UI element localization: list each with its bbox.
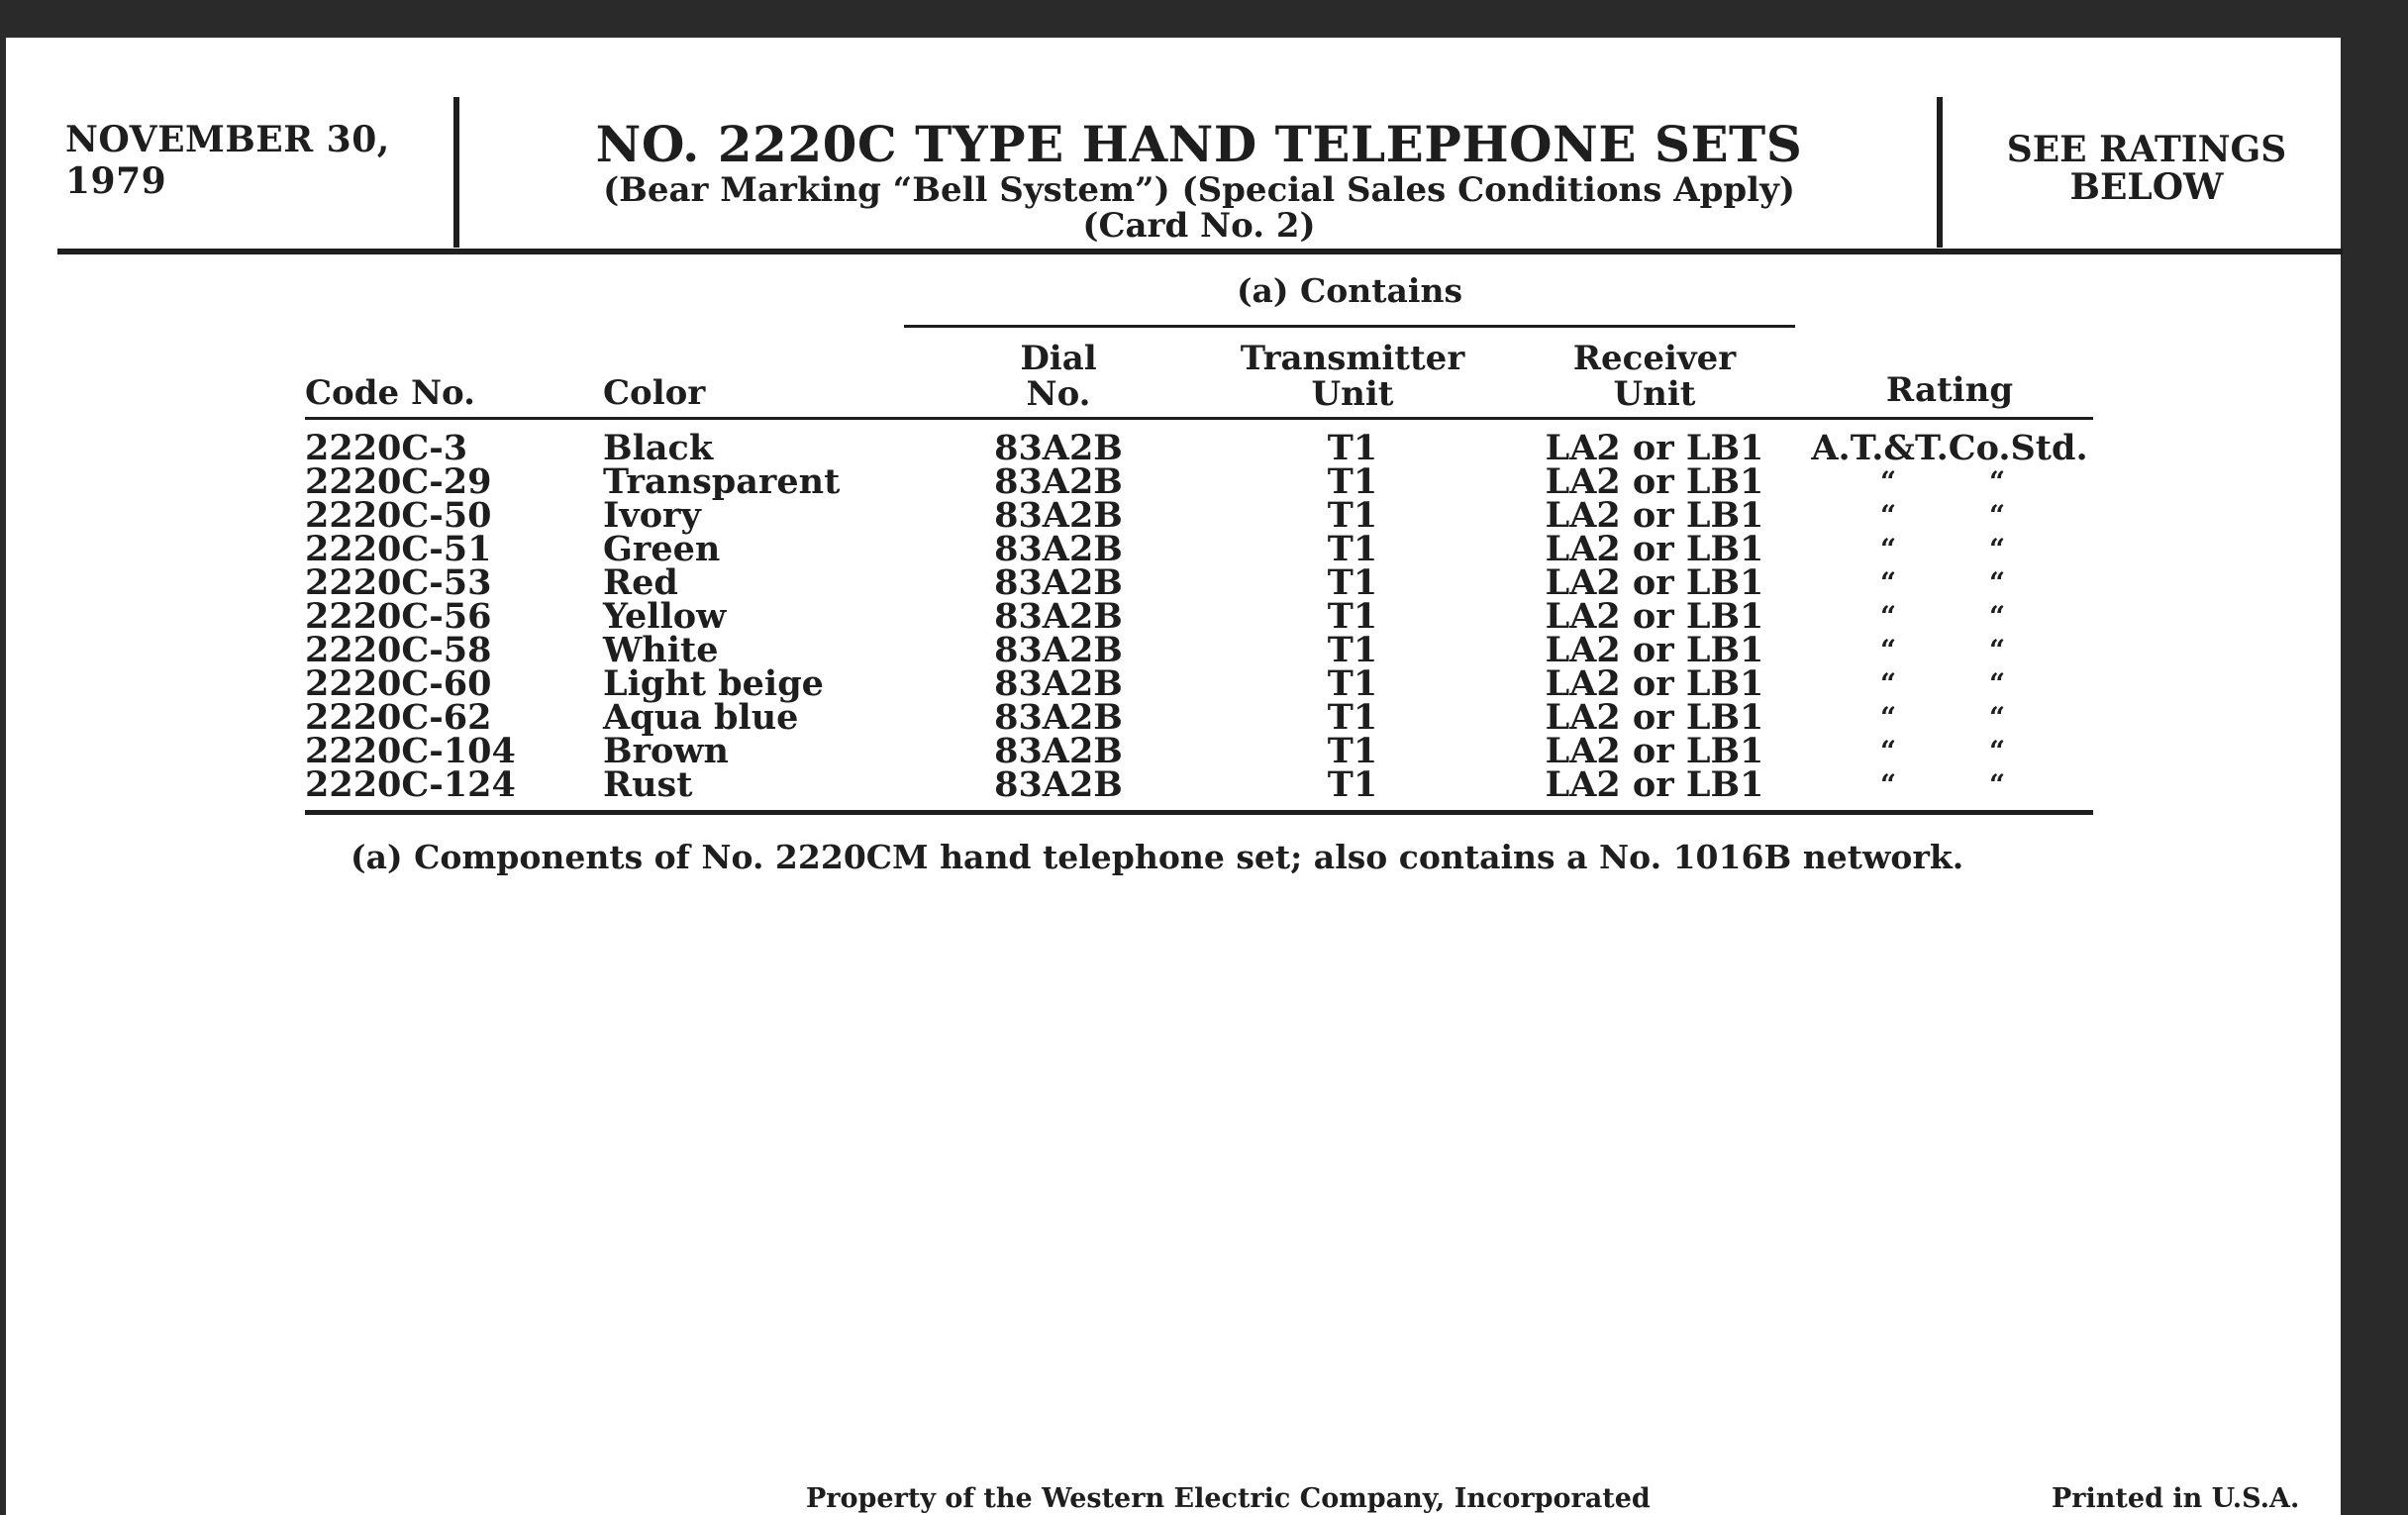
- col-header-dial-line-1: Dial: [1020, 339, 1097, 378]
- cell-transmitter-unit: T1: [1327, 461, 1378, 502]
- ditto-mark: “: [1880, 499, 1897, 532]
- cell-receiver-unit: LA2 or LB1: [1545, 428, 1764, 468]
- ditto-mark: “: [1989, 701, 2006, 734]
- cell-transmitter-unit: T1: [1327, 495, 1378, 536]
- footnote: (a) Components of No. 2220CM hand telephone set; also contains a No. 1016B network.: [351, 838, 1964, 876]
- cell-rating-ditto: [1801, 735, 2098, 768]
- cell-code-no: 2220C-124: [305, 764, 516, 805]
- cell-code-no: 2220C-51: [305, 529, 492, 569]
- cell-code-no: 2220C-53: [305, 562, 492, 603]
- cell-color: Red: [603, 562, 678, 603]
- cell-rating-ditto: [1801, 499, 2098, 533]
- table-row: [6, 428, 2341, 468]
- cell-code-no: 2220C-29: [305, 461, 492, 502]
- col-header-receiver: [1536, 341, 1773, 412]
- cell-color: Ivory: [603, 495, 701, 536]
- header-rule: [57, 249, 2343, 254]
- cell-receiver-unit: LA2 or LB1: [1545, 630, 1764, 670]
- table-body: [6, 428, 2341, 805]
- cell-dial-no: 83A2B: [994, 596, 1123, 637]
- col-header-rating: Rating: [1885, 370, 2014, 410]
- footer-property: Property of the Western Electric Company, Incorporated: [806, 1483, 1651, 1514]
- cell-dial-no: 83A2B: [994, 731, 1123, 771]
- page-subtitle: (Bear Marking “Bell System”) (Special Sales Conditions Apply): [603, 170, 1795, 210]
- cell-receiver-unit: LA2 or LB1: [1545, 495, 1764, 536]
- table-row: [6, 663, 2341, 704]
- card-number: (Card No. 2): [1082, 206, 1316, 246]
- table-header-rule: [305, 417, 2093, 420]
- cell-code-no: 2220C-62: [305, 697, 492, 738]
- cell-rating-ditto: [1801, 634, 2098, 667]
- header-divider-right: [1937, 97, 1943, 248]
- col-header-transmitter-line-2: Unit: [1311, 374, 1394, 414]
- cell-color: Green: [603, 529, 721, 569]
- cell-color: Rust: [603, 764, 693, 805]
- group-header-rule: [904, 325, 1795, 328]
- cell-receiver-unit: LA2 or LB1: [1545, 461, 1764, 502]
- table-row: [6, 461, 2341, 502]
- table-row: [6, 764, 2341, 805]
- cell-transmitter-unit: T1: [1327, 529, 1378, 569]
- cell-dial-no: 83A2B: [994, 495, 1123, 536]
- cell-transmitter-unit: T1: [1327, 630, 1378, 670]
- cell-dial-no: 83A2B: [994, 764, 1123, 805]
- cell-receiver-unit: LA2 or LB1: [1545, 562, 1764, 603]
- cell-transmitter-unit: T1: [1327, 562, 1378, 603]
- cell-code-no: 2220C-3: [305, 428, 468, 468]
- cell-code-no: 2220C-58: [305, 630, 492, 670]
- cell-receiver-unit: LA2 or LB1: [1545, 596, 1764, 637]
- ditto-mark: “: [1880, 634, 1897, 666]
- table-row: [6, 731, 2341, 771]
- ditto-mark: “: [1989, 735, 2006, 767]
- cell-dial-no: 83A2B: [994, 663, 1123, 704]
- cell-receiver-unit: LA2 or LB1: [1545, 663, 1764, 704]
- table-row: [6, 562, 2341, 603]
- cell-transmitter-unit: T1: [1327, 764, 1378, 805]
- ditto-mark: “: [1880, 768, 1897, 801]
- cell-color: Black: [603, 428, 714, 468]
- table-row: [6, 596, 2341, 637]
- ratings-note-line-1: SEE RATINGS: [2006, 129, 2287, 170]
- ditto-mark: “: [1989, 465, 2006, 498]
- footer-printed: Printed in U.S.A.: [2052, 1483, 2300, 1514]
- cell-receiver-unit: LA2 or LB1: [1545, 731, 1764, 771]
- cell-color: Aqua blue: [603, 697, 799, 738]
- ditto-mark: “: [1880, 600, 1897, 633]
- ditto-mark: “: [1989, 600, 2006, 633]
- group-header-contains: (a) Contains: [1236, 271, 1463, 310]
- ditto-mark: “: [1880, 667, 1897, 700]
- cell-color: Light beige: [603, 663, 824, 704]
- cell-transmitter-unit: T1: [1327, 663, 1378, 704]
- ditto-mark: “: [1989, 566, 2006, 599]
- cell-rating: A.T.&T.Co.Std.: [1811, 428, 2088, 468]
- col-header-color: Color: [603, 373, 706, 413]
- ratings-note: [1949, 131, 2345, 206]
- cell-dial-no: 83A2B: [994, 428, 1123, 468]
- table-row: [6, 529, 2341, 569]
- cell-dial-no: 83A2B: [994, 630, 1123, 670]
- cell-code-no: 2220C-50: [305, 495, 492, 536]
- cell-dial-no: 83A2B: [994, 562, 1123, 603]
- col-header-dial-line-2: No.: [1026, 374, 1091, 414]
- ditto-mark: “: [1989, 634, 2006, 666]
- cell-code-no: 2220C-56: [305, 596, 492, 637]
- cell-rating-ditto: [1801, 533, 2098, 566]
- ratings-note-line-2: BELOW: [2069, 166, 2224, 208]
- cell-rating-ditto: [1801, 667, 2098, 701]
- cell-receiver-unit: LA2 or LB1: [1545, 764, 1764, 805]
- col-header-transmitter-line-1: Transmitter: [1240, 339, 1465, 378]
- cell-rating-ditto: [1801, 600, 2098, 634]
- cell-code-no: 2220C-104: [305, 731, 516, 771]
- catalog-card: [6, 38, 2341, 1515]
- ditto-mark: “: [1989, 667, 2006, 700]
- cell-dial-no: 83A2B: [994, 461, 1123, 502]
- cell-receiver-unit: LA2 or LB1: [1545, 529, 1764, 569]
- cell-color: Yellow: [603, 596, 727, 637]
- ditto-mark: “: [1880, 533, 1897, 565]
- col-header-code: Code No.: [305, 373, 475, 413]
- col-header-dial: [959, 341, 1157, 412]
- col-header-transmitter: [1239, 341, 1466, 412]
- table-bottom-rule: [305, 810, 2093, 815]
- col-header-receiver-line-1: Receiver: [1572, 339, 1737, 378]
- header-divider-left: [453, 97, 459, 248]
- cell-color: White: [603, 630, 719, 670]
- cell-rating-ditto: [1801, 465, 2098, 499]
- cell-transmitter-unit: T1: [1327, 428, 1378, 468]
- ditto-mark: “: [1989, 768, 2006, 801]
- table-row: [6, 630, 2341, 670]
- cell-color: Brown: [603, 731, 729, 771]
- cell-rating-ditto: [1801, 768, 2098, 802]
- page-title: NO. 2220C TYPE HAND TELEPHONE SETS: [595, 115, 1803, 173]
- cell-rating-ditto: [1801, 701, 2098, 735]
- ditto-mark: “: [1880, 701, 1897, 734]
- table-row: [6, 697, 2341, 738]
- cell-transmitter-unit: T1: [1327, 731, 1378, 771]
- cell-color: Transparent: [603, 461, 841, 502]
- scan-border-right: [2341, 0, 2408, 1515]
- ditto-mark: “: [1880, 735, 1897, 767]
- ditto-mark: “: [1989, 533, 2006, 565]
- ditto-mark: “: [1989, 499, 2006, 532]
- cell-receiver-unit: LA2 or LB1: [1545, 697, 1764, 738]
- table-row: [6, 495, 2341, 536]
- col-header-receiver-line-2: Unit: [1613, 374, 1696, 414]
- cell-dial-no: 83A2B: [994, 697, 1123, 738]
- cell-rating-ditto: [1801, 566, 2098, 600]
- ditto-mark: “: [1880, 566, 1897, 599]
- issue-date: NOVEMBER 30, 1979: [65, 119, 390, 202]
- cell-code-no: 2220C-60: [305, 663, 492, 704]
- ditto-mark: “: [1880, 465, 1897, 498]
- scan-border-top: [0, 0, 2408, 38]
- cell-transmitter-unit: T1: [1327, 697, 1378, 738]
- cell-dial-no: 83A2B: [994, 529, 1123, 569]
- cell-transmitter-unit: T1: [1327, 596, 1378, 637]
